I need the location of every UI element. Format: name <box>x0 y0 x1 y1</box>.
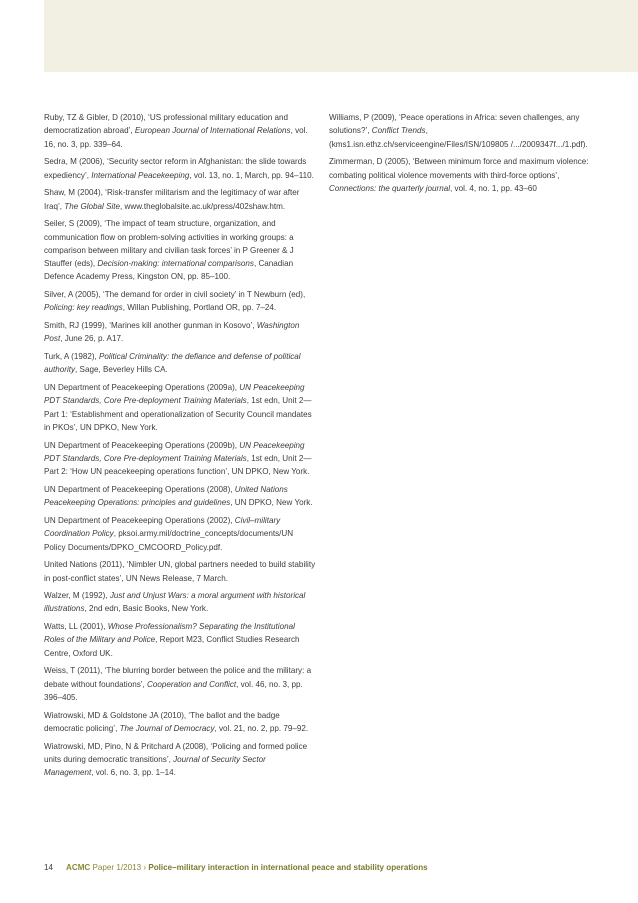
footer-title: Police–military interaction in international peace and stability operations <box>146 863 428 872</box>
reference-title: The Global Site <box>64 201 121 211</box>
reference-title: Washington Post <box>44 321 300 344</box>
reference-text: Walzer, M (1992), <box>44 591 110 601</box>
reference-text: Sedra, M (2006), ‘Security sector reform in Afghanistan: the slide towards expediency’, <box>44 157 307 180</box>
reference-details: , pksoi.army.mil/doctrine_concepts/documents/UN Policy Documents/DPKO_CMCOORD_Policy.pdf. <box>44 529 294 552</box>
reference-text: Ruby, TZ & Gibler, D (2010), ‘US professional military education and democratization abroad’, <box>44 113 288 136</box>
reference-title: Conflict Trends <box>371 126 426 136</box>
reference-details: , vol. 4, no. 1, pp. 43–60 <box>450 183 537 193</box>
reference-entry <box>44 381 316 434</box>
reference-title: Whose Professionalism? Separating the Institutional Roles of the Military and Police <box>44 622 295 645</box>
reference-text: Weiss, T (2011), ‘The blurring border between the police and the military: a debate without foundations’, <box>44 666 312 689</box>
header-band <box>44 0 638 72</box>
page-footer <box>44 862 604 874</box>
reference-title: Civil–military Coordination Policy <box>44 515 281 539</box>
reference-text: Wiatrowski, MD & Goldstone JA (2010), ‘The ballot and the badge democratic policing’, <box>44 710 280 734</box>
reference-title: Cooperation and Conflict <box>147 679 237 689</box>
reference-text: Williams, P (2009), ‘Peace operations in Africa: seven challenges, any solutions?’, <box>329 113 580 136</box>
reference-entry <box>44 740 316 780</box>
reference-title: Political Criminality: the defiance and defense of political authority <box>44 352 301 375</box>
reference-entry <box>44 319 316 346</box>
reference-entry <box>44 709 316 736</box>
reference-text: United Nations (2011), ‘Nimbler UN, global partners needed to build stability in post-conflict states’, UN News Release, 7 March. <box>44 560 316 583</box>
reference-text: Wiatrowski, MD, Pino, N & Pritchard A (2008), ‘Policing and formed police units during democratic transitions’, <box>44 741 308 765</box>
reference-title: Decision-making: international comparisons <box>97 259 254 269</box>
reference-title: Connections: the quarterly journal <box>329 183 451 193</box>
reference-entry <box>44 439 316 479</box>
reference-title: UN Peacekeeping PDT Standards, Core Pre-deployment Training Materials <box>44 383 305 406</box>
reference-title: Just and Unjust Wars: a moral argument with historical illustrations <box>44 591 306 614</box>
reference-text: Shaw, M (2004), ‘Risk-transfer militarism and the legitimacy of war after Iraq’, <box>44 188 300 211</box>
reference-details: , vol. 13, no. 1, March, pp. 94–110. <box>189 170 314 180</box>
reference-details: , Report M23, Conflict Studies Research Centre, Oxford UK. <box>44 635 300 658</box>
reference-text: UN Department of Peacekeeping Operations (2008), <box>44 484 235 494</box>
reference-title: Journal of Security Sector Management <box>44 755 266 778</box>
reference-details: , vol. 46, no. 3, pp. 396–405. <box>44 679 303 703</box>
footer-paper-id: Paper 1/2013 <box>90 863 144 872</box>
page-number: 14 <box>44 863 54 872</box>
reference-text: Zimmerman, D (2005), ‘Between minimum force and maximum violence: combating political violence movements with third-force options’, <box>329 157 589 180</box>
reference-details: , Sage, Beverley Hills CA. <box>75 365 168 375</box>
reference-details: , Canadian Defence Academy Press, Kingston ON, pp. 85–100. <box>44 259 294 282</box>
reference-text: UN Department of Peacekeeping Operations (2009a), <box>44 383 240 393</box>
reference-entry <box>44 350 316 377</box>
reference-entry <box>329 155 594 195</box>
reference-entry <box>44 217 316 283</box>
reference-details: , 2nd edn, Basic Books, New York. <box>84 604 209 614</box>
reference-text: UN Department of Peacekeeping Operations (2002), <box>44 515 235 525</box>
footer-org: ACMC <box>66 863 91 872</box>
reference-entry <box>44 186 316 213</box>
reference-text: Seiler, S (2009), ‘The impact of team structure, organization, and communication flow on problem-solving activities in working groups: a comparison between military and civilian task forces’ in P Greener & J Stauffer (eds), <box>44 219 294 269</box>
reference-details: , vol. 16, no. 3, pp. 339–64. <box>44 126 308 149</box>
reference-text: UN Department of Peacekeeping Operations (2009b), <box>44 440 240 450</box>
reference-details: , Willan Publishing, Portland OR, pp. 7–24. <box>122 303 277 313</box>
reference-details: , June 26, p. A17. <box>60 334 124 344</box>
reference-entry <box>44 620 316 660</box>
reference-title: International Peacekeeping <box>91 170 190 180</box>
reference-title: Policing: key readings <box>44 303 123 313</box>
reference-text: Turk, A (1982), <box>44 352 100 362</box>
reference-entry <box>44 155 316 182</box>
reference-entry <box>44 514 316 554</box>
reference-entry <box>329 111 594 151</box>
reference-title: The Journal of Democracy <box>119 724 215 734</box>
reference-details: , vol. 6, no. 3, pp. 1–14. <box>91 768 176 778</box>
references-right-column <box>329 111 594 200</box>
reference-entry <box>44 664 316 704</box>
reference-details: , vol. 21, no. 2, pp. 79–92. <box>214 724 309 734</box>
reference-title: United Nations Peacekeeping Operations: principles and guidelines <box>44 484 288 508</box>
reference-text: Smith, RJ (1999), ‘Marines kill another gunman in Kosovo’, <box>44 321 257 331</box>
reference-details: , (kms1.isn.ethz.ch/serviceengine/Files/ISN/109805 /.../2009347f.../1.pdf). <box>329 126 588 149</box>
reference-entry <box>44 288 316 315</box>
footer-separator: › <box>143 863 147 872</box>
reference-entry <box>44 589 316 616</box>
references-left-column <box>44 111 316 784</box>
reference-entry <box>44 483 316 510</box>
reference-details: , 1st edn, Unit 2—Part 1: ‘Establishment and operationalization of Security Council mandates in PKOs’, UN DPKO, New York. <box>44 396 312 432</box>
reference-entry <box>44 111 316 151</box>
reference-details: , 1st edn, Unit 2—Part 2: ‘How UN peacekeeping operations function’, UN DPKO, New York. <box>44 453 312 477</box>
reference-text: Silver, A (2005), ‘The demand for order in civil society’ in T Newburn (ed), <box>44 290 306 300</box>
reference-title: UN Peacekeeping PDT Standards, Core Pre-deployment Training Materials <box>44 440 305 463</box>
reference-title: European Journal of International Relations <box>134 126 291 136</box>
reference-text: Watts, LL (2001), <box>44 622 108 632</box>
reference-entry <box>44 558 316 585</box>
reference-details: , UN DPKO, New York. <box>230 498 313 508</box>
reference-details: , www.theglobalsite.ac.uk/press/402shaw.htm. <box>120 201 286 211</box>
